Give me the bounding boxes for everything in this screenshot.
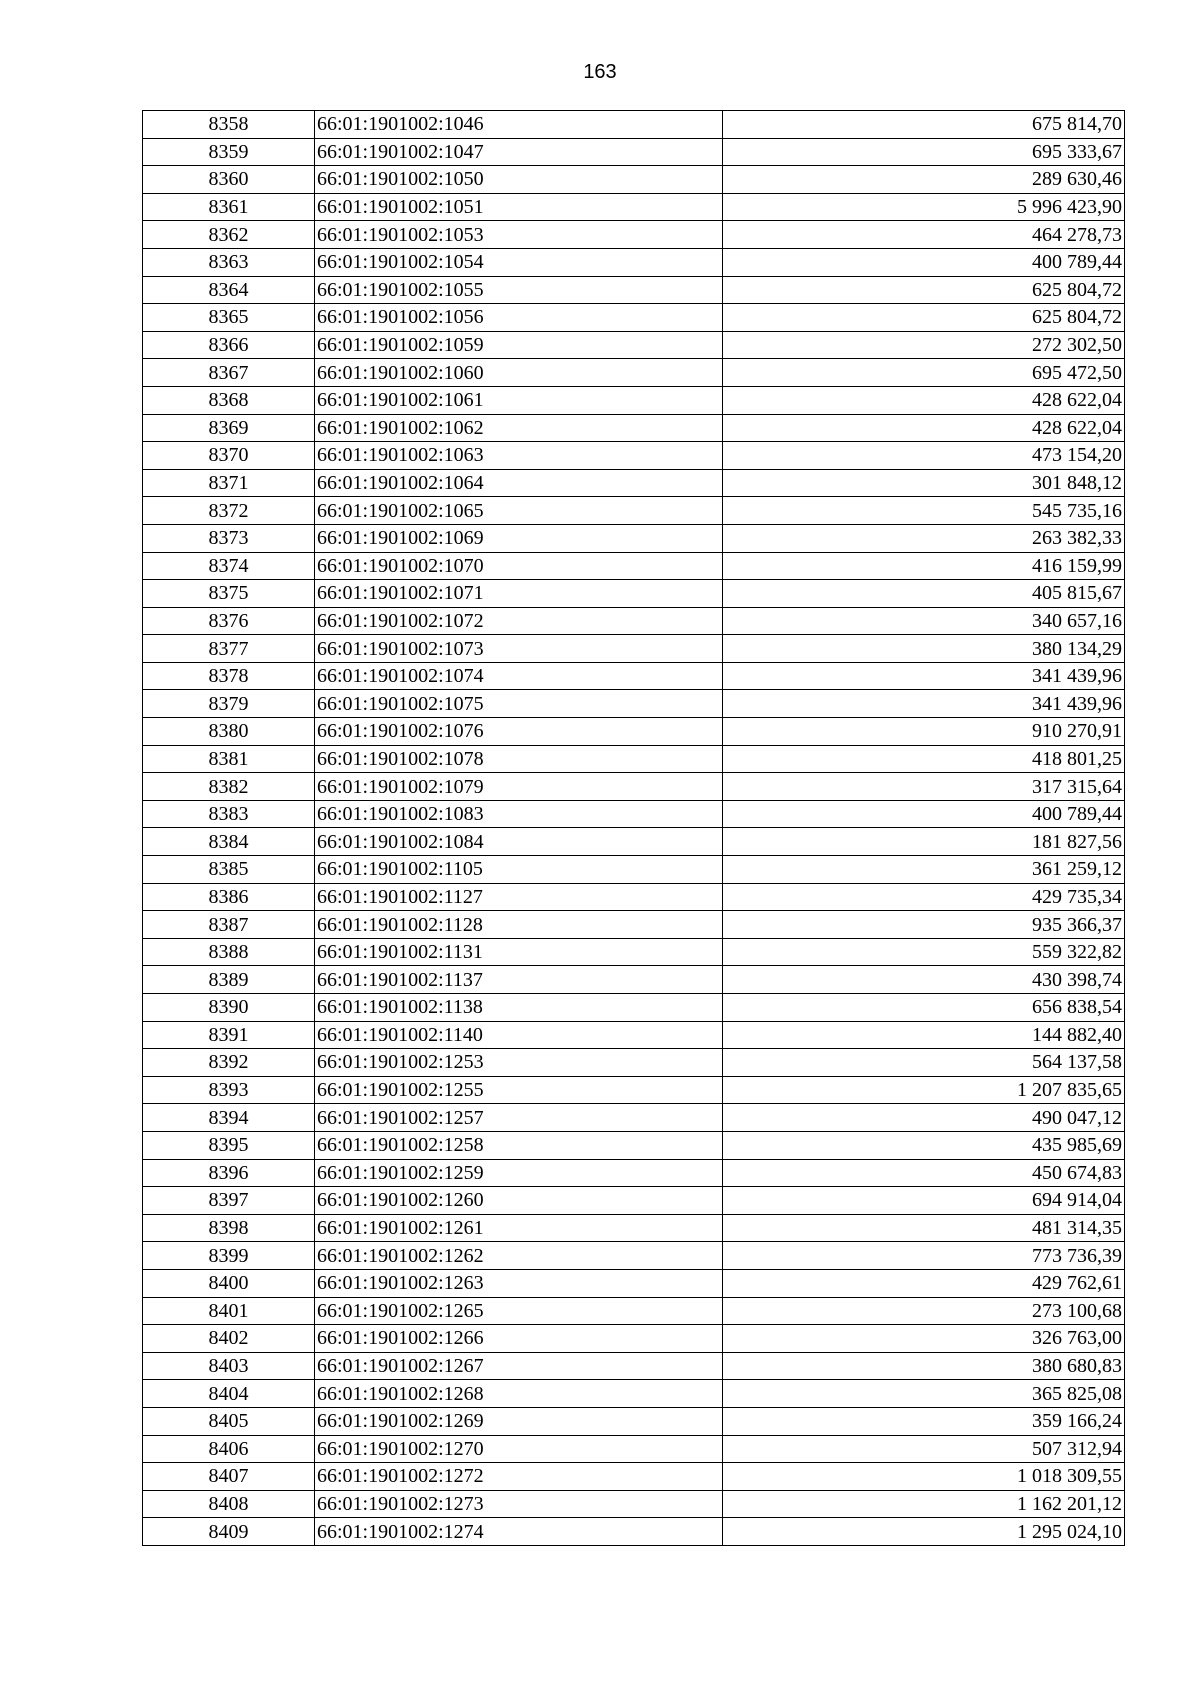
- table-row: [143, 1297, 1125, 1325]
- cadastral-value-cell: 694 914,04: [723, 1187, 1125, 1215]
- table-row: [143, 166, 1125, 194]
- cadastral-number-cell: 66:01:1901002:1063: [315, 442, 723, 470]
- row-number-cell: 8388: [143, 938, 315, 966]
- cadastral-number-cell: 66:01:1901002:1263: [315, 1269, 723, 1297]
- cadastral-number-cell: 66:01:1901002:1266: [315, 1325, 723, 1353]
- table-row: [143, 1352, 1125, 1380]
- table-row: [143, 442, 1125, 470]
- row-number-cell: 8385: [143, 856, 315, 884]
- cadastral-number-cell: 66:01:1901002:1064: [315, 469, 723, 497]
- cadastral-number-cell: 66:01:1901002:1258: [315, 1131, 723, 1159]
- cadastral-value-cell: 935 366,37: [723, 911, 1125, 939]
- cadastral-number-cell: 66:01:1901002:1273: [315, 1490, 723, 1518]
- row-number-cell: 8397: [143, 1187, 315, 1215]
- cadastral-number-cell: 66:01:1901002:1127: [315, 883, 723, 911]
- table-row: [143, 111, 1125, 139]
- cadastral-number-cell: 66:01:1901002:1053: [315, 221, 723, 249]
- cadastral-number-cell: 66:01:1901002:1260: [315, 1187, 723, 1215]
- cadastral-number-cell: 66:01:1901002:1137: [315, 966, 723, 994]
- row-number-cell: 8400: [143, 1269, 315, 1297]
- row-number-cell: 8386: [143, 883, 315, 911]
- cadastral-value-cell: 773 736,39: [723, 1242, 1125, 1270]
- table-row: [143, 1325, 1125, 1353]
- cadastral-value-cell: 400 789,44: [723, 800, 1125, 828]
- row-number-cell: 8365: [143, 304, 315, 332]
- table-row: [143, 1407, 1125, 1435]
- cadastral-value-table: [142, 110, 1125, 1546]
- row-number-cell: 8402: [143, 1325, 315, 1353]
- table-row: [143, 276, 1125, 304]
- cadastral-value-cell: 507 312,94: [723, 1435, 1125, 1463]
- table-row: [143, 1518, 1125, 1546]
- table-row: [143, 966, 1125, 994]
- cadastral-value-cell: 428 622,04: [723, 386, 1125, 414]
- table-row: [143, 1131, 1125, 1159]
- row-number-cell: 8368: [143, 386, 315, 414]
- cadastral-number-cell: 66:01:1901002:1269: [315, 1407, 723, 1435]
- table-row: [143, 1490, 1125, 1518]
- cadastral-number-cell: 66:01:1901002:1261: [315, 1214, 723, 1242]
- cadastral-value-cell: 263 382,33: [723, 524, 1125, 552]
- cadastral-value-cell: 625 804,72: [723, 276, 1125, 304]
- row-number-cell: 8399: [143, 1242, 315, 1270]
- cadastral-number-cell: 66:01:1901002:1065: [315, 497, 723, 525]
- cadastral-number-cell: 66:01:1901002:1259: [315, 1159, 723, 1187]
- row-number-cell: 8381: [143, 745, 315, 773]
- cadastral-number-cell: 66:01:1901002:1257: [315, 1104, 723, 1132]
- cadastral-number-cell: 66:01:1901002:1270: [315, 1435, 723, 1463]
- row-number-cell: 8407: [143, 1463, 315, 1491]
- cadastral-number-cell: 66:01:1901002:1046: [315, 111, 723, 139]
- cadastral-value-cell: 695 333,67: [723, 138, 1125, 166]
- cadastral-value-cell: 695 472,50: [723, 359, 1125, 387]
- table-row: [143, 304, 1125, 332]
- cadastral-value-cell: 317 315,64: [723, 773, 1125, 801]
- table-row: [143, 193, 1125, 221]
- cadastral-value-cell: 418 801,25: [723, 745, 1125, 773]
- cadastral-number-cell: 66:01:1901002:1056: [315, 304, 723, 332]
- cadastral-number-cell: 66:01:1901002:1074: [315, 662, 723, 690]
- cadastral-number-cell: 66:01:1901002:1267: [315, 1352, 723, 1380]
- cadastral-number-cell: 66:01:1901002:1050: [315, 166, 723, 194]
- table-row: [143, 1463, 1125, 1491]
- table-row: [143, 331, 1125, 359]
- cadastral-value-cell: 429 762,61: [723, 1269, 1125, 1297]
- cadastral-value-cell: 273 100,68: [723, 1297, 1125, 1325]
- cadastral-number-cell: 66:01:1901002:1075: [315, 690, 723, 718]
- cadastral-number-cell: 66:01:1901002:1138: [315, 994, 723, 1022]
- cadastral-number-cell: 66:01:1901002:1084: [315, 828, 723, 856]
- table-row: [143, 1242, 1125, 1270]
- cadastral-value-cell: 400 789,44: [723, 248, 1125, 276]
- cadastral-value-cell: 365 825,08: [723, 1380, 1125, 1408]
- cadastral-value-cell: 380 134,29: [723, 635, 1125, 663]
- cadastral-value-cell: 559 322,82: [723, 938, 1125, 966]
- cadastral-value-cell: 428 622,04: [723, 414, 1125, 442]
- row-number-cell: 8382: [143, 773, 315, 801]
- cadastral-number-cell: 66:01:1901002:1059: [315, 331, 723, 359]
- table-row: [143, 718, 1125, 746]
- row-number-cell: 8358: [143, 111, 315, 139]
- cadastral-value-cell: 481 314,35: [723, 1214, 1125, 1242]
- table-row: [143, 1187, 1125, 1215]
- row-number-cell: 8378: [143, 662, 315, 690]
- cadastral-number-cell: 66:01:1901002:1047: [315, 138, 723, 166]
- table-row: [143, 994, 1125, 1022]
- table-row: [143, 580, 1125, 608]
- table-row: [143, 1076, 1125, 1104]
- cadastral-value-cell: 144 882,40: [723, 1021, 1125, 1049]
- cadastral-value-cell: 450 674,83: [723, 1159, 1125, 1187]
- table-row: [143, 386, 1125, 414]
- cadastral-number-cell: 66:01:1901002:1131: [315, 938, 723, 966]
- cadastral-value-cell: 473 154,20: [723, 442, 1125, 470]
- cadastral-value-cell: 380 680,83: [723, 1352, 1125, 1380]
- table-row: [143, 1380, 1125, 1408]
- row-number-cell: 8405: [143, 1407, 315, 1435]
- cadastral-number-cell: 66:01:1901002:1054: [315, 248, 723, 276]
- cadastral-value-cell: 1 162 201,12: [723, 1490, 1125, 1518]
- cadastral-number-cell: 66:01:1901002:1083: [315, 800, 723, 828]
- cadastral-number-cell: 66:01:1901002:1255: [315, 1076, 723, 1104]
- cadastral-value-cell: 405 815,67: [723, 580, 1125, 608]
- cadastral-number-cell: 66:01:1901002:1079: [315, 773, 723, 801]
- table-row: [143, 773, 1125, 801]
- cadastral-value-cell: 1 295 024,10: [723, 1518, 1125, 1546]
- table-row: [143, 138, 1125, 166]
- row-number-cell: 8366: [143, 331, 315, 359]
- row-number-cell: 8404: [143, 1380, 315, 1408]
- row-number-cell: 8393: [143, 1076, 315, 1104]
- row-number-cell: 8379: [143, 690, 315, 718]
- row-number-cell: 8392: [143, 1049, 315, 1077]
- cadastral-value-cell: 272 302,50: [723, 331, 1125, 359]
- cadastral-number-cell: 66:01:1901002:1262: [315, 1242, 723, 1270]
- row-number-cell: 8371: [143, 469, 315, 497]
- cadastral-value-cell: 910 270,91: [723, 718, 1125, 746]
- table-row: [143, 469, 1125, 497]
- table-row: [143, 1214, 1125, 1242]
- cadastral-value-cell: 181 827,56: [723, 828, 1125, 856]
- cadastral-value-cell: 545 735,16: [723, 497, 1125, 525]
- row-number-cell: 8403: [143, 1352, 315, 1380]
- table-row: [143, 690, 1125, 718]
- table-row: [143, 635, 1125, 663]
- row-number-cell: 8362: [143, 221, 315, 249]
- row-number-cell: 8391: [143, 1021, 315, 1049]
- cadastral-number-cell: 66:01:1901002:1274: [315, 1518, 723, 1546]
- cadastral-value-cell: 1 207 835,65: [723, 1076, 1125, 1104]
- row-number-cell: 8406: [143, 1435, 315, 1463]
- row-number-cell: 8380: [143, 718, 315, 746]
- row-number-cell: 8390: [143, 994, 315, 1022]
- row-number-cell: 8376: [143, 607, 315, 635]
- table-row: [143, 552, 1125, 580]
- row-number-cell: 8387: [143, 911, 315, 939]
- cadastral-value-cell: 361 259,12: [723, 856, 1125, 884]
- cadastral-number-cell: 66:01:1901002:1071: [315, 580, 723, 608]
- row-number-cell: 8369: [143, 414, 315, 442]
- row-number-cell: 8370: [143, 442, 315, 470]
- row-number-cell: 8383: [143, 800, 315, 828]
- cadastral-value-cell: 341 439,96: [723, 690, 1125, 718]
- row-number-cell: 8395: [143, 1131, 315, 1159]
- table-row: [143, 497, 1125, 525]
- cadastral-number-cell: 66:01:1901002:1078: [315, 745, 723, 773]
- cadastral-number-cell: 66:01:1901002:1272: [315, 1463, 723, 1491]
- cadastral-number-cell: 66:01:1901002:1140: [315, 1021, 723, 1049]
- table-row: [143, 1159, 1125, 1187]
- row-number-cell: 8359: [143, 138, 315, 166]
- table-row: [143, 856, 1125, 884]
- cadastral-value-cell: 435 985,69: [723, 1131, 1125, 1159]
- row-number-cell: 8377: [143, 635, 315, 663]
- cadastral-value-cell: 5 996 423,90: [723, 193, 1125, 221]
- table-body: [143, 111, 1125, 1546]
- row-number-cell: 8367: [143, 359, 315, 387]
- table-row: [143, 221, 1125, 249]
- cadastral-number-cell: 66:01:1901002:1062: [315, 414, 723, 442]
- row-number-cell: 8408: [143, 1490, 315, 1518]
- row-number-cell: 8409: [143, 1518, 315, 1546]
- row-number-cell: 8394: [143, 1104, 315, 1132]
- row-number-cell: 8401: [143, 1297, 315, 1325]
- cadastral-number-cell: 66:01:1901002:1076: [315, 718, 723, 746]
- cadastral-number-cell: 66:01:1901002:1051: [315, 193, 723, 221]
- table-row: [143, 248, 1125, 276]
- table-row: [143, 1269, 1125, 1297]
- table-row: [143, 828, 1125, 856]
- table-row: [143, 938, 1125, 966]
- cadastral-number-cell: 66:01:1901002:1060: [315, 359, 723, 387]
- row-number-cell: 8396: [143, 1159, 315, 1187]
- cadastral-number-cell: 66:01:1901002:1105: [315, 856, 723, 884]
- row-number-cell: 8398: [143, 1214, 315, 1242]
- row-number-cell: 8364: [143, 276, 315, 304]
- cadastral-number-cell: 66:01:1901002:1268: [315, 1380, 723, 1408]
- cadastral-value-cell: 301 848,12: [723, 469, 1125, 497]
- cadastral-value-cell: 416 159,99: [723, 552, 1125, 580]
- cadastral-value-cell: 564 137,58: [723, 1049, 1125, 1077]
- cadastral-value-cell: 675 814,70: [723, 111, 1125, 139]
- table-row: [143, 745, 1125, 773]
- table-row: [143, 414, 1125, 442]
- table-row: [143, 662, 1125, 690]
- cadastral-number-cell: 66:01:1901002:1265: [315, 1297, 723, 1325]
- table-row: [143, 1021, 1125, 1049]
- row-number-cell: 8374: [143, 552, 315, 580]
- row-number-cell: 8373: [143, 524, 315, 552]
- cadastral-number-cell: 66:01:1901002:1055: [315, 276, 723, 304]
- cadastral-number-cell: 66:01:1901002:1073: [315, 635, 723, 663]
- table-row: [143, 800, 1125, 828]
- cadastral-value-cell: 340 657,16: [723, 607, 1125, 635]
- cadastral-value-cell: 326 763,00: [723, 1325, 1125, 1353]
- row-number-cell: 8372: [143, 497, 315, 525]
- cadastral-number-cell: 66:01:1901002:1061: [315, 386, 723, 414]
- cadastral-value-cell: 490 047,12: [723, 1104, 1125, 1132]
- cadastral-number-cell: 66:01:1901002:1069: [315, 524, 723, 552]
- table-row: [143, 883, 1125, 911]
- cadastral-value-cell: 1 018 309,55: [723, 1463, 1125, 1491]
- cadastral-value-cell: 289 630,46: [723, 166, 1125, 194]
- cadastral-value-cell: 464 278,73: [723, 221, 1125, 249]
- cadastral-value-cell: 341 439,96: [723, 662, 1125, 690]
- row-number-cell: 8363: [143, 248, 315, 276]
- table-row: [143, 1435, 1125, 1463]
- page-number: 163: [583, 61, 617, 83]
- row-number-cell: 8389: [143, 966, 315, 994]
- cadastral-number-cell: 66:01:1901002:1253: [315, 1049, 723, 1077]
- cadastral-number-cell: 66:01:1901002:1070: [315, 552, 723, 580]
- cadastral-value-cell: 429 735,34: [723, 883, 1125, 911]
- table-row: [143, 359, 1125, 387]
- row-number-cell: 8361: [143, 193, 315, 221]
- table-row: [143, 524, 1125, 552]
- cadastral-number-cell: 66:01:1901002:1128: [315, 911, 723, 939]
- row-number-cell: 8360: [143, 166, 315, 194]
- cadastral-value-cell: 656 838,54: [723, 994, 1125, 1022]
- cadastral-value-cell: 430 398,74: [723, 966, 1125, 994]
- table-row: [143, 1104, 1125, 1132]
- row-number-cell: 8375: [143, 580, 315, 608]
- cadastral-value-cell: 625 804,72: [723, 304, 1125, 332]
- table-row: [143, 607, 1125, 635]
- table-row: [143, 1049, 1125, 1077]
- row-number-cell: 8384: [143, 828, 315, 856]
- cadastral-value-cell: 359 166,24: [723, 1407, 1125, 1435]
- cadastral-number-cell: 66:01:1901002:1072: [315, 607, 723, 635]
- table-row: [143, 911, 1125, 939]
